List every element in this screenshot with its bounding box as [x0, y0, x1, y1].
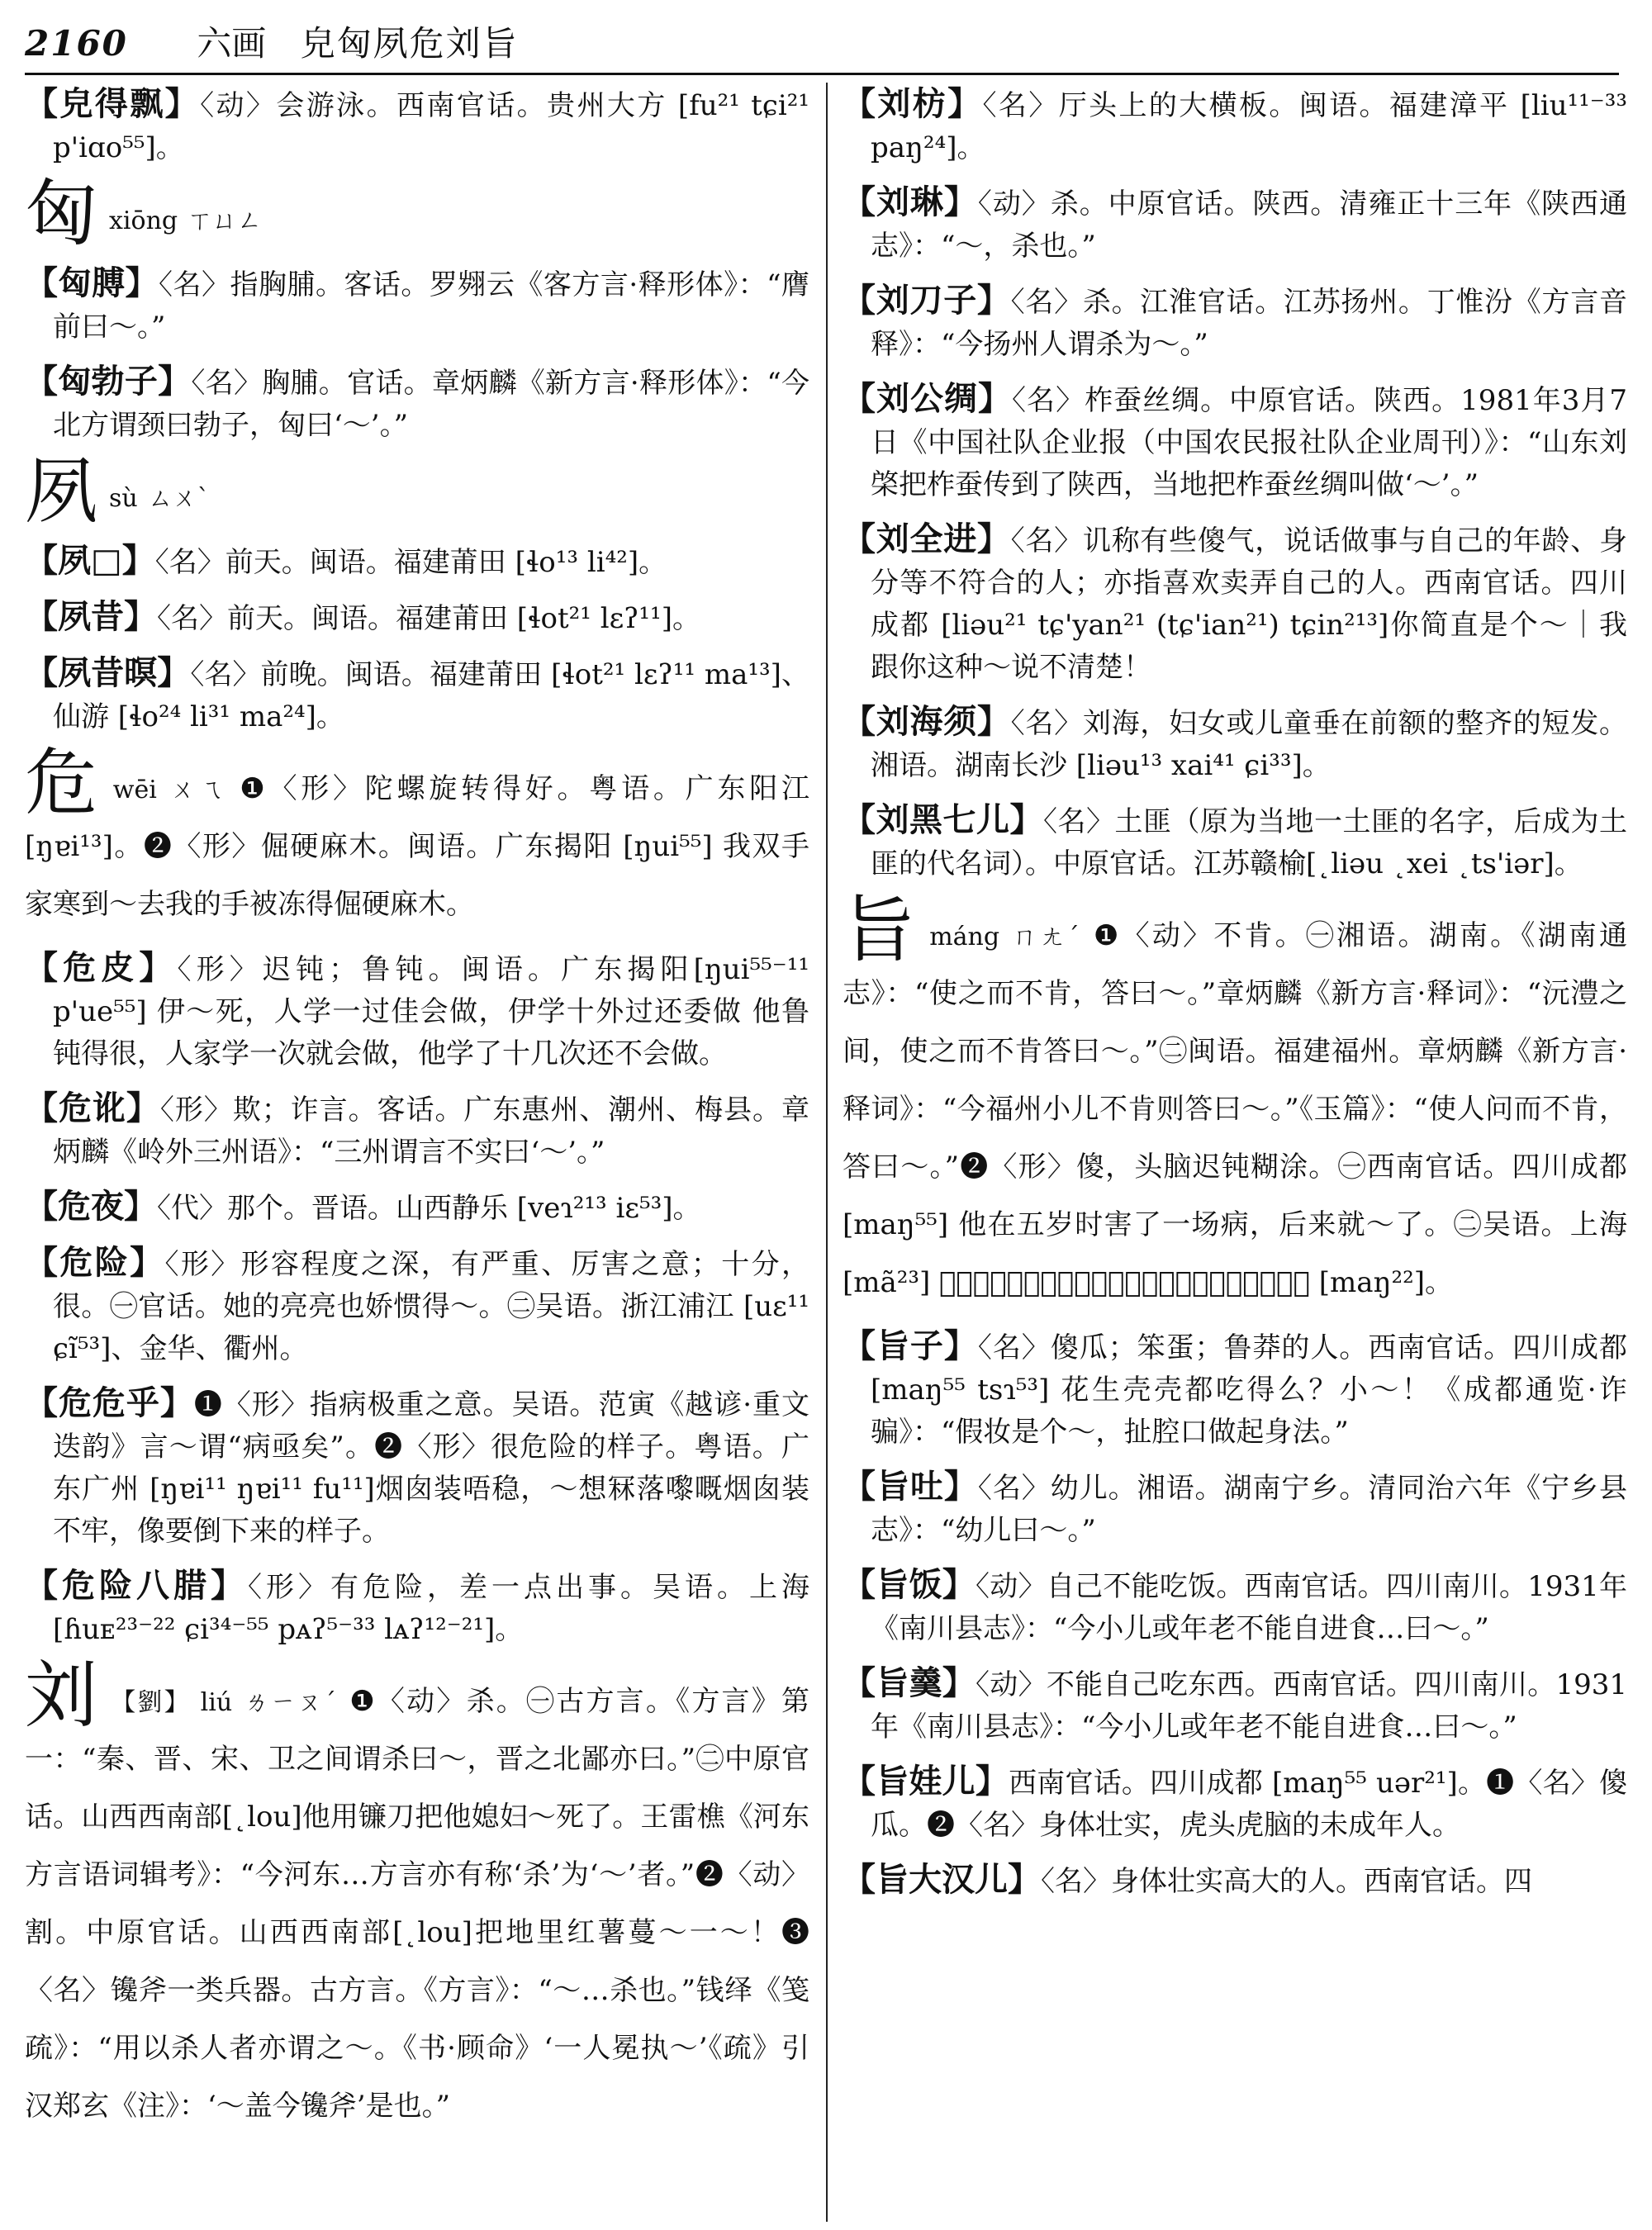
entry-definition: 〈名〉讥称有些傻气，说话做事与自己的年龄、身分等不符合的人；亦指喜欢卖弄自己的人。西南官话。四川成都 [liəu²¹ tɕ'yan²¹ (tɕ'ian²¹) tɕin²¹³]你简直是个～｜我跟你这种～说不清楚！ [871, 524, 1627, 684]
dictionary-entry [25, 1185, 809, 1230]
right-column [843, 83, 1627, 2222]
definition-text: ❶〈动〉不肯。㊀湘语。湖南。《湖南通志》：“使之而不肯，答曰～。”章炳麟《新方言·释词》：“沅澧之间，使之而不肯答曰～。”㊁闽语。福建福州。章炳麟《新方言·释词》：“今福州小儿不肯则答曰～。”《玉篇》：“使人问而不肯，答曰～。”❷〈形〉傻，头脑迟钝糊涂。㊀西南官话。四川成都 [maŋ⁵⁵] 他在五岁时害了一场病，后来就～了。㊁吴语。上海 [mã²³] 𠍍个人失头～脑。❸〈副〉未曾。粤语。广东广州 [maŋ²²]。 [843, 919, 1627, 1299]
entry-headword: 【刘琳】 [843, 183, 978, 221]
page-number: 2160 [25, 23, 128, 64]
dictionary-entry [25, 947, 809, 1075]
dictionary-entry [25, 595, 809, 640]
entry-headword: 【刘公绸】 [843, 379, 1013, 418]
dictionary-entry [843, 377, 1627, 506]
definition-text: ❶〈形〉陀螺旋转得好。粤语。广东阳江 [ŋɐi¹³]。❷〈形〉倔硬麻木。闽语。广东揭阳 [ŋui⁵⁵] 我双手家寒到～去我的手被冻得倔硬麻木。 [25, 772, 809, 921]
dictionary-entry [843, 518, 1627, 689]
head-character: 危 [25, 740, 102, 825]
entry-headword: 【匈膊】 [25, 263, 159, 302]
entry-definition: 〈名〉柞蚕丝绸。中原官话。陕西。1981年3月7日《中国社队企业报（中国农民报社队企业周刊）》：“山东刘棨把柞蚕传到了陕西，当地把柞蚕丝绸叫做‘～’。” [871, 384, 1627, 501]
entry-definition: 〈形〉欺；诈言。客话。广东惠州、潮州、梅县。章炳麟《岭外三州语》：“三州谓言不实曰‘～’。” [53, 1094, 809, 1169]
dictionary-entry [25, 1382, 809, 1553]
entry-headword: 【旨羹】 [843, 1663, 976, 1702]
entry-definition: 西南官话。四川成都 [maŋ⁵⁵ uər²¹]。❶〈名〉傻瓜。❷〈名〉身体壮实，虎头虎脑的未成年人。 [871, 1767, 1627, 1842]
entry-headword: 【夙昔】 [25, 597, 157, 636]
entry-headword: 【旨子】 [843, 1326, 978, 1365]
entry-headword: 【旨娃儿】 [843, 1762, 1009, 1801]
entry-headword: 【危讹】 [25, 1089, 160, 1127]
dictionary-entry [843, 1662, 1627, 1748]
entry-definition: 〈名〉前天。闽语。福建莆田 [ɬo¹³ li⁴²]。 [154, 546, 667, 579]
pinyin: wēi [112, 776, 157, 804]
entry-headword: 【刘刀子】 [843, 281, 1011, 320]
pinyin: sù [109, 484, 138, 513]
dictionary-entry [843, 181, 1627, 268]
head-character: 旨 [843, 887, 919, 972]
entry-definition: 〈动〉自己不能吃饭。西南官话。四川南川。1931年《南川县志》：“今小儿或年老不能自进食…曰～。” [871, 1570, 1627, 1645]
pinyin: máng [929, 923, 1000, 951]
entry-definition: 〈动〉会游泳。西南官话。贵州大方 [fu²¹ tɕi²¹ p'iɑo⁵⁵]。 [53, 89, 809, 164]
entry-headword: 【刘全进】 [843, 520, 1011, 558]
entry-headword: 【旨吐】 [843, 1467, 978, 1506]
entry-headword: 【危危乎】 [25, 1383, 194, 1422]
entry-definition: 〈名〉杀。江淮官话。江苏扬州。丁惟汾《方言音释》：“今扬州人谓杀为～。” [871, 286, 1627, 361]
entry-headword: 【危皮】 [25, 948, 178, 987]
dictionary-entry [843, 279, 1627, 366]
left-column [25, 83, 809, 2222]
character-entry [25, 1653, 809, 2140]
entry-headword: 【旨饭】 [843, 1565, 976, 1604]
zhuyin: ㄙㄨˋ [147, 484, 210, 513]
entry-headword: 【刘海须】 [843, 702, 1011, 741]
dictionary-entry [25, 1241, 809, 1370]
entry-definition: 〈名〉刘海，妇女或儿童垂在前额的整齐的短发。湘语。湖南长沙 [liəu¹³ xai⁴¹ ɕi³³]。 [871, 707, 1627, 782]
entry-headword: 【刘黑七儿】 [843, 800, 1043, 839]
dictionary-entry [25, 262, 809, 349]
pinyin: xiōng [109, 206, 178, 235]
dictionary-entry [843, 1465, 1627, 1552]
entry-headword: 【旨大汉儿】 [843, 1860, 1041, 1899]
dictionary-entry [843, 83, 1627, 169]
dictionary-entry [25, 83, 809, 169]
head-character: 夙 [25, 448, 98, 534]
entry-definition: ❶〈形〉指病极重之意。吴语。范寅《越谚·重文迭韵》言～谓“病亟矣”。❷〈形〉很危险的样子。粤语。广东广州 [ŋɐi¹¹ ŋɐi¹¹ fu¹¹]烟囱装唔稳，～想冧落嚟嘅烟囱装不牢，像要倒下来的样子。 [53, 1388, 809, 1548]
entry-definition: 〈形〉有危险，差一点出事。吴语。上海 [ɦuᴇ²³⁻²² ɕi³⁴⁻⁵⁵ pᴀʔ⁵⁻³³ lᴀʔ¹²⁻²¹]。 [53, 1571, 809, 1646]
definition-text: ❶〈动〉杀。㊀古方言。《方言》第一：“秦、晋、宋、卫之间谓杀曰～，晋之北鄙亦曰。”㊁中原官话。山西西南部[˛lou]他用镰刀把他媳妇～死了。王雷樵《河东方言语词辑考》：“今河东…方言亦有称‘杀’为‘～’者。”❷〈动〉割。中原官话。山西西南部[˛lou]把地里红薯蔓～一～！❸〈名〉镵斧一类兵器。古方言。《方言》：“～…杀也。”钱绎《笺疏》：“用以杀人者亦谓之～。《书·顾命》‘一人冕执～’《疏》引汉郑玄《注》：‘～盖今镵斧’是也。” [25, 1685, 809, 2123]
entry-definition: 〈名〉前天。闽语。福建莆田 [ɬot²¹ lɛʔ¹¹]。 [157, 602, 700, 635]
head-character: 刘 [25, 1653, 100, 1738]
entry-definition: 〈名〉土匪（原为当地一土匪的名字，后成为土匪的代名词）。中原官话。江苏赣榆[˛liəu ˛xei ˛ts'iər]。 [871, 805, 1627, 880]
entry-definition: 〈动〉不能自己吃东西。西南官话。四川南川。1931年《南川县志》：“今小儿或年老不能自进食…曰～。” [871, 1668, 1627, 1744]
page-header [25, 15, 1619, 75]
header-characters: 皃匈夙危刘旨 [300, 23, 519, 64]
entry-headword: 【危险八腊】 [25, 1566, 248, 1605]
character-entry [25, 171, 809, 256]
entry-headword: 【夙昔暝】 [25, 653, 191, 692]
entry-headword: 【夙□】 [25, 541, 155, 580]
entry-definition: 〈名〉胸脯。官话。章炳麟《新方言·释形体》：“今北方谓颈曰勃子，匈曰‘～’。” [53, 367, 809, 442]
entry-definition: 〈名〉身体壮实高大的人。西南官话。四 [1041, 1865, 1532, 1898]
column-divider [826, 83, 828, 2222]
dictionary-entry [843, 1325, 1627, 1454]
entry-definition: 〈代〉那个。晋语。山西静乐 [veɿ²¹³ iɛ⁵³]。 [157, 1192, 701, 1225]
dictionary-entry [843, 1858, 1627, 1903]
dictionary-entry [25, 539, 809, 584]
entry-headword: 【危夜】 [25, 1187, 157, 1226]
dictionary-entry [25, 1087, 809, 1174]
entry-definition: 〈形〉迟钝；鲁钝。闽语。广东揭阳[ŋui⁵⁵⁻¹¹ p'ue⁵⁵] 伊～死，人学一过佳会做，伊学十外过还委做 他鲁钝得很，人家学一次就会做，他学了十几次还不会做。 [53, 953, 809, 1070]
dictionary-entry [843, 1563, 1627, 1650]
entry-headword: 【匈勃子】 [25, 362, 192, 401]
zhuyin: ㄌㄧㄡˊ [242, 1688, 339, 1717]
character-entry [25, 740, 809, 938]
entry-headword: 【危险】 [25, 1243, 165, 1282]
zhuyin: ㄨㄟ [166, 776, 229, 804]
zhuyin: ㄒㄩㄥ [188, 206, 263, 235]
dictionary-entry [843, 799, 1627, 885]
pinyin: 【劉】 liú [111, 1688, 233, 1717]
dictionary-entry [25, 1564, 809, 1651]
head-character: 匈 [25, 171, 98, 256]
entry-headword: 【刘枋】 [843, 84, 983, 123]
entry-headword: 【皃得飘】 [25, 84, 201, 123]
section-label: 六画 [197, 23, 267, 64]
dictionary-entry [843, 700, 1627, 787]
dictionary-entry [25, 652, 809, 738]
dictionary-entry [25, 360, 809, 447]
entry-definition: 〈形〉形容程度之深，有严重、厉害之意；十分，很。㊀官话。她的亮亮也娇惯得～。㊁吴语。浙江浦江 [uɛ¹¹ ɕĩ⁵³]、金华、衢州。 [53, 1248, 809, 1365]
entry-definition: 〈名〉指胸脯。客话。罗翙云《客方言·释形体》：“膺前曰～。” [53, 268, 809, 344]
character-entry [843, 887, 1627, 1317]
entry-definition: 〈名〉傻瓜；笨蛋；鲁莽的人。西南官话。四川成都 [maŋ⁵⁵ tsɿ⁵³] 花生壳壳都吃得么？小～！《成都通览·诈骗》：“假妆是个～，扯腔口做起身法。” [871, 1331, 1627, 1449]
character-entry [25, 448, 809, 534]
entry-definition: 〈名〉厅头上的大横板。闽语。福建漳平 [liu¹¹⁻³³ paŋ²⁴]。 [871, 89, 1627, 164]
zhuyin: ㄇㄤˊ [1009, 923, 1082, 951]
entry-definition: 〈名〉幼儿。湘语。湖南宁乡。清同治六年《宁乡县志》：“幼儿曰～。” [871, 1472, 1627, 1547]
entry-definition: 〈动〉杀。中原官话。陕西。清雍正十三年《陕西通志》：“～，杀也。” [871, 187, 1627, 263]
entry-definition: 〈名〉前晚。闽语。福建莆田 [ɬot²¹ lɛʔ¹¹ ma¹³]、仙游 [ɬo²⁴ li³¹ ma²⁴]。 [53, 658, 809, 733]
dictionary-entry [843, 1760, 1627, 1847]
